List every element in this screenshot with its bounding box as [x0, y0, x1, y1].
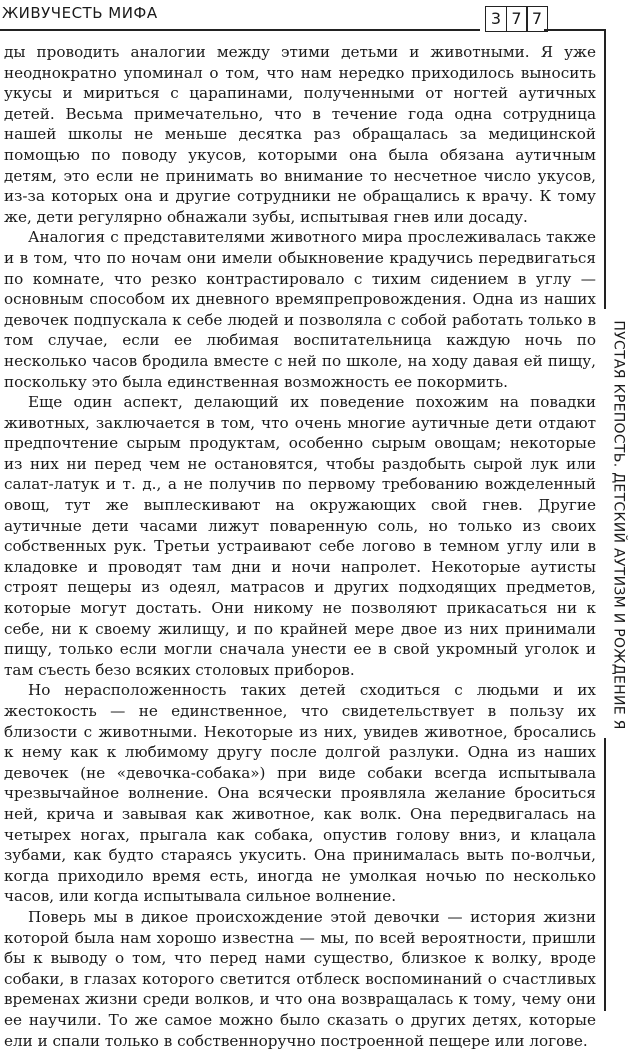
- running-head: ЖИВУЧЕСТЬ МИФА: [2, 4, 158, 22]
- body-text: [4, 42, 596, 1051]
- page-number-digit: 3: [485, 6, 507, 32]
- paragraph: Но нерасположенность таких детей сходиться с людьми и их жестокость — не единственное, что свидетельствует в пользу их близости с животными. Некоторые из них, увидев животное, бросались к нему как к любимому другу после долгой разлуки. Одна из наших девочек (не «девочка-собака») при виде собаки всегда испытывала чрезвычайное волнение. Она всячески проявляла желание броситься ней, крича и завывая как животное, как волк. Она передвигалась на четырех ногах, прыгала как собака, опустив голову вниз, и клацала зубами, как будто стараясь укусить. Она принималась выть по-волчьи, когда приходило время есть, иногда не умолкая ночью по несколько часов, или когда испытывала сильное волнение.: [4, 681, 596, 906]
- header-rule: [0, 29, 480, 31]
- page-number: [485, 6, 547, 32]
- side-book-title: [604, 320, 634, 730]
- side-rule-top: [604, 29, 606, 309]
- page-number-digit: 7: [506, 6, 528, 32]
- paragraph: Поверь мы в дикое происхождение этой девочки — история жизни которой была нам хорошо известна — мы, по всей вероятности, пришли бы к выводу о том, что перед нами существо, близкое к волку, вроде собаки, в глазах которого светится отблеск воспоминаний о счастливых временах жизни среди волков, и что она возвращалась к тому, чему они ее научили. То же самое можно было сказать о других детях, которые ели и спали только в собственноручно построенной пещере или логове.: [4, 907, 596, 1050]
- paragraph: Еще один аспект, делающий их поведение похожим на повадки животных, заключается в том, что очень многие аутичные дети отдают предпочтение сырым продуктам, особенно сырым овощам; некоторые из них ни перед чем не остановятся, чтобы раздобыть сырой лук или салат-латук и т. д., а не получив по первому требованию вожделенный овощ, тут же выплескивают на окружающих свой гнев. Другие аутичные дети часами лижут поваренную соль, но только из своих собственных рук. Третьи устраивают себе логово в темном углу или в кладовке и проводят там дни и ночи напролет. Некоторые аутисты строят пещеры из одеял, матрасов и других подходящих предметов, которые могут достать. Они никому не позволяют прикасаться ни к себе, ни к своему жилищу, и по крайней мере двое из них принимали пищу, только если могли сначала унести ее в свой укромный уголок и там съесть безо всяких столовых приборов.: [4, 393, 596, 679]
- paragraph: ды проводить аналогии между этими детьми и животными. Я уже неоднократно упоминал о том, что нам нередко приходилось выносить укусы и мириться с царапинами, полученными от ногтей аутичных детей. Весьма примечательно, что в течение года одна сотрудница нашей школы не меньше десятка раз обращалась за медицинской помощью по поводу укусов, которыми она была обязана аутичным детям, это если не принимать во внимание то несчетное число укусов, из-за которых она и другие сотрудники не обращались к врачу. К тому же, дети регулярно обнажали зубы, испытывая гнев или досаду.: [4, 43, 596, 226]
- page-header: [0, 0, 620, 40]
- side-book-title-text: ПУСТАЯ КРЕПОСТЬ. ДЕТСКИЙ АУТИЗМ И РОЖДЕНИЕ Я: [611, 320, 627, 730]
- header-rule-tail: [544, 29, 604, 31]
- side-rule-bottom: [604, 738, 606, 1011]
- paragraph: Аналогия с представителями животного мира прослеживалась также и в том, что по ночам они имели обыкновение крадучись передвигаться по комнате, что резко контрастировало с тихим сидением в углу — основным способом их дневного времяпрепровождения. Одна из наших девочек подпускала к себе людей и позволяла с собой работать только в том случае, если ее любимая воспитательница каждую ночь по несколько часов бродила вместе с ней по школе, на ходу давая ей пищу, поскольку это была единственная возможность ее покормить.: [4, 228, 596, 391]
- page-number-digit: 7: [526, 6, 548, 32]
